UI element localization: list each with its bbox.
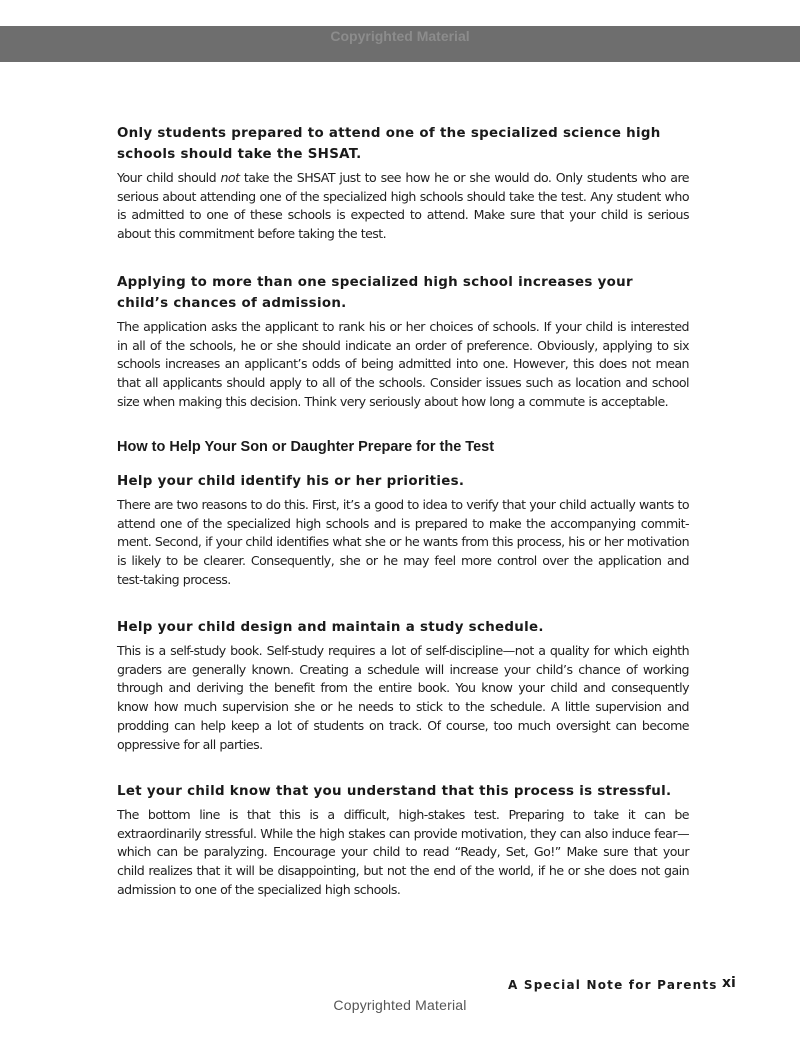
main-heading: How to Help Your Son or Daughter Prepare for the Test (117, 439, 495, 455)
section-heading: Applying to more than one specialized high school increases your child’s chances of admission. (117, 275, 633, 311)
section-heading: Let your child know that you understand that this process is stressful. (117, 784, 672, 799)
copyright-watermark-top: Copyrighted Material (330, 28, 470, 44)
section-body: This is a self-study book. Self-study requires a lot of self-discipline—not a quality for which eighth graders are generally known. Creating a schedule will increase your child’s chance of working through and deriving the benefit from the entire book. You know your child and consequently know how much supervision she or he needs to stick to the schedule. A little supervision and prodding can help keep a lot of students on track. Of course, too much oversight can become oppressive for all parties. (117, 643, 689, 752)
copyright-watermark-bottom: Copyrighted Material (333, 997, 467, 1013)
section-how-to-help (117, 437, 689, 457)
section-study-schedule (117, 617, 689, 754)
section-body (117, 169, 689, 244)
running-footer-title: A Special Note for Parents (508, 978, 718, 992)
section-multiple-schools (117, 272, 689, 412)
section-stressful (117, 781, 689, 900)
top-banner (0, 26, 800, 62)
section-shsat-commitment (117, 123, 689, 244)
section-body: The bottom line is that this is a difficult, high-stakes test. Preparing to take it can be extraordinarily stressful. While the high stakes can provide motivation, they can also induce fear—which can be paralyzing. Encourage your child to read “Ready, Set, Go!” Make sure that your child realizes that it will be disappointing, but not the end of the world, if he or she does not gain admission to one of the specialized high schools. (117, 807, 689, 897)
body-text-end: take the SHSAT just to see how he or she would do. Only students who are serious about attending one of the specialized high schools should take the test. Any student who is admitted to one of these schools is expected to attend. Make sure that your child is serious about this commitment before taking the test. (117, 170, 689, 242)
section-body: There are two reasons to do this. First, it’s a good to idea to verify that your child actually wants to attend one of the specialized high schools and is prepared to make the accompanying commit-ment. Second, if your child identifies what she or he wants from this process, his or her motivation is likely to be clearer. Consequently, she or he may feel more control over the application and test-taking process. (117, 497, 689, 587)
section-heading: Only students prepared to attend one of the specialized science high schools should take the SHSAT. (117, 126, 661, 162)
section-body: The application asks the applicant to rank his or her choices of schools. If your child is interested in all of the schools, he or she should indicate an order of preference. Obviously, applying to six schools increases an applicant’s odds of being admitted into one. However, this does not mean that all applicants should apply to all of the schools. Consider issues such as location and school size when making this decision. Think very seriously about how long a commute is acceptable. (117, 319, 689, 409)
section-priorities (117, 471, 689, 590)
body-text-start: Your child should (117, 170, 221, 185)
section-heading: Help your child identify his or her priorities. (117, 474, 465, 489)
emphasis-text: not (220, 170, 240, 185)
page-number: xi (722, 975, 736, 991)
section-heading: Help your child design and maintain a study schedule. (117, 620, 544, 635)
